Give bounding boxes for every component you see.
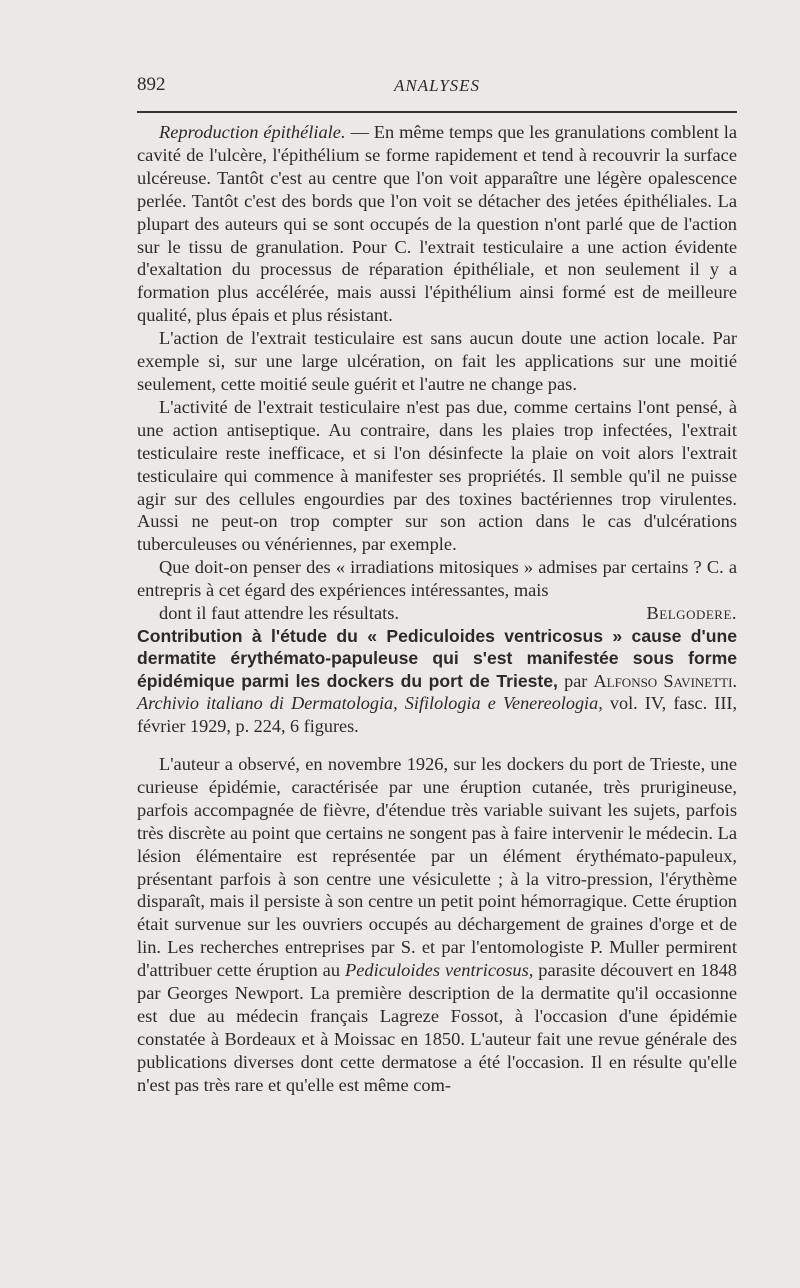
article-heading xyxy=(137,625,737,737)
running-head: ANALYSES xyxy=(393,76,481,95)
article-title: Contribution à l'étude du « Pediculoides ventricosus » cause d'une dermatite érythémato-papuleuse qui s'est manifestée sous forme épidémique parmi les dockers du port de Trieste, xyxy=(137,625,737,691)
paragraph xyxy=(137,121,737,327)
spacer xyxy=(137,737,737,753)
signature: Belgodere. xyxy=(646,603,737,624)
article-journal: Archivio italiano di Dermatologia, Sifilologia e Venereologia, xyxy=(137,693,603,714)
page-header xyxy=(137,74,737,104)
article-by: par xyxy=(557,670,594,691)
article-author: Alfonso Savinetti. xyxy=(593,670,737,691)
paragraph-text: — En même temps que les granulations comblent la cavité de l'ulcère, l'épithélium se forme rapidement et tend à recouvrir la surface ulcéreuse. Tantôt c'est au centre que l'on voit apparaître une légère opalescence perlée. Tantôt c'est des bords que l'on voit se détacher des jetées épithéliales. La plupart des auteurs qui se sont occupés de la question n'ont parlé que de l'action sur le tissu de granulation. Pour C. l'extrait testiculaire a une action évidente d'exaltation du processus de réparation épithéliale, et non seulement il y a formation plus accélérée, mais aussi l'épithélium ainsi formé est de meilleure qualité, plus épais et plus résistant. xyxy=(137,122,737,326)
paragraph-text: L'auteur a observé, en novembre 1926, sur les dockers du port de Trieste, une curieuse épidémie, caractérisée par une éruption cutanée, très prurigineuse, parfois accompagnée de fièvre, d'étendue très variable suivant les sujets, parfois très discrète au point que certains ne songent pas à faire intervenir le médecin. La lésion élémentaire est représentée par un élément érythémato-papuleux, présentant parfois à son centre une vésiculette ; à la vitro-pression, l'érythème disparaît, mais il persiste à son centre un petit point hémorragique. Cette éruption était survenue sur les ouvriers occupés au déchargement de graines d'orge et de lin. Les recherches entreprises par S. et par l'entomologiste P. Muller permirent d'attribuer cette éruption au xyxy=(137,753,737,981)
page-body xyxy=(137,121,737,1097)
paragraph: L'activité de l'extrait testiculaire n'est pas due, comme certains l'ont pensé, à une action antiseptique. Au contraire, dans les plaies trop infectées, l'extrait testiculaire reste inefficace, et si l'on désinfecte la plaie on voit alors l'extrait testiculaire qui commence à manifester ses propriétés. Il semble qu'il ne puisse agir sur des cellules engourdies par des toxines bactériennes trop virulentes. Aussi ne peut-on trop compter sur son action dans le cas d'ulcérations tuberculeuses ou vénériennes, par exemple. xyxy=(137,396,737,555)
species-name: Pediculoides ventricosus, xyxy=(345,960,534,981)
page-number: 892 xyxy=(137,74,166,95)
paragraph-lead: Reproduction épithéliale. xyxy=(159,122,346,142)
paragraph: Que doit-on penser des « irradiations mitosiques » admises par certains ? C. a entrepris à cet égard des expériences intéressantes, mais xyxy=(137,557,737,601)
header-rule xyxy=(137,111,737,113)
paragraph-text: dont il faut attendre les résultats. xyxy=(159,603,400,624)
article-reference: vol. IV, fasc. III, février 1929, p. 224, 6 figures. xyxy=(137,693,737,736)
paragraph xyxy=(137,753,737,1097)
signature-line xyxy=(137,602,737,625)
paragraph-text: parasite découvert en 1848 par Georges Newport. La première description de la dermatite qu'il occasionne est due au médecin français Lagreze Fossot, à l'occasion d'une épidémie constatée à Bordeaux et à Moissac en 1850. L'auteur fait une revue générale des publications diverses dont cette dermatose a été l'occasion. Il en résulte qu'elle n'est pas très rare et qu'elle est même com- xyxy=(137,960,738,1095)
paragraph: L'action de l'extrait testiculaire est sans aucun doute une action locale. Par exemple si, sur une large ulcération, on fait les applications sur une moitié seulement, cette moitié seule guérit et l'autre ne change pas. xyxy=(137,328,737,394)
